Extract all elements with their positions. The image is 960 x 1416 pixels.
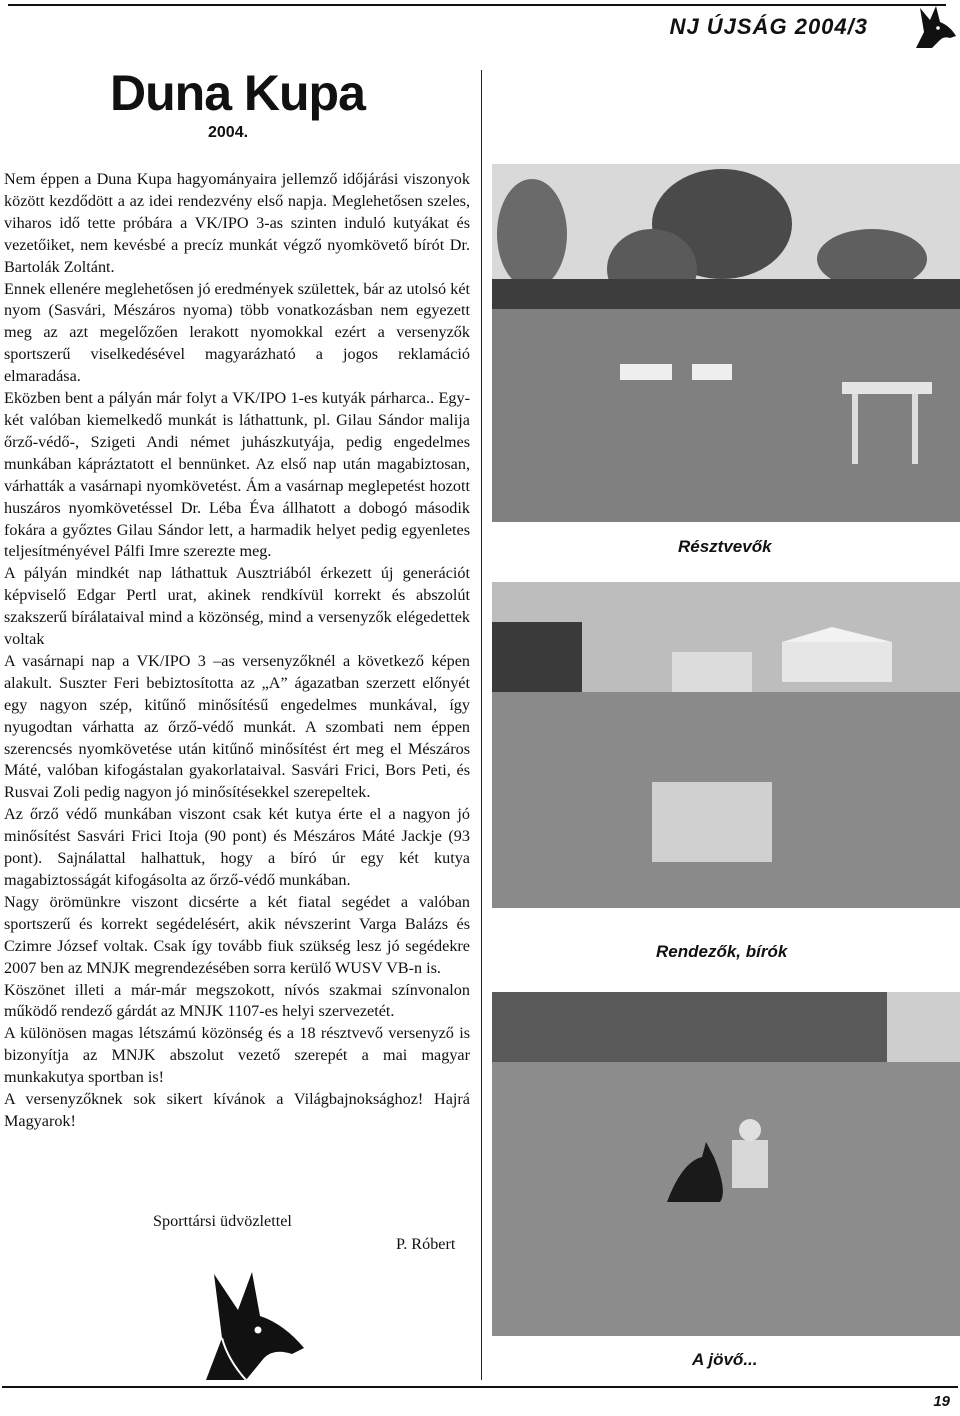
footer-rule	[2, 1386, 958, 1388]
photo-participants	[492, 164, 960, 522]
greeting: Sporttársi üdvözlettel	[153, 1212, 292, 1230]
article-paragraph: Az őrző védő munkában viszont csak két kutya érte el a nagyon jó minősítést Sasvári Frici Itoja (90 pont) és Mészáros Máté Jackje (93 pont). Sajnálattal halhattuk, hogy a bíró úr egy két kutya magabiztosságát kifogásolta az őrző-védő munkában.	[4, 805, 470, 889]
photo-caption: Résztvevők	[678, 537, 772, 556]
article-paragraph: Eközben bent a pályán már folyt a VK/IPO 1-es kutyák párharca.. Egy-két valóban kiemelkedő munkát is láthattunk, pl. Gilau Sándor malija őrző-védő-, Szigeti Andi német juhászkutyája, pedig engedelmes munkában kápráztatott el bennünket. Az első nap után magabiztosan, várhatták a vasárnapi nyomkövetést. Ám a vasárnap meglepetést hozott huszáros nyomkövetéssel Dr. Léba Éva állhatott a dobogó második fokára a győztes Gilau Sándor lett, a harmadik helyet pedig egyenletes teljesítményével Pálfi Imre szerezte meg.	[4, 389, 470, 561]
column-divider	[481, 70, 482, 1380]
article-title: Duna Kupa	[110, 65, 365, 121]
article-paragraph: Nem éppen a Duna Kupa hagyományaira jellemző időjárási viszonyok között kezdődött a az idei rendezvény első napja. Meglehetősen szeles, viharos idő tette próbára a VK/IPO 3-as szinten induló kutyákat és vezetőiket, nem kevésbé a precíz munkát végző nyomkövető bírót Dr. Bartolák Zoltánt.	[4, 170, 470, 276]
article-paragraph: A pályán mindkét nap láthattuk Ausztriából érkezett új generációt képviselő Edgar Pertl urat, akinek rendkívül korrekt és abszolút szakszerű bírálataival mind a közönség, mind a versenyzők elégedettek voltak	[4, 564, 470, 649]
article-body	[4, 169, 470, 1133]
article-paragraph: Köszönet illeti a már-már megszokott, nívós szakmai színvonalon működő rendező gárdát az MNJK 1107-es helyi szervezetét.	[4, 980, 470, 1021]
masthead: NJ ÚJSÁG 2004/3	[669, 14, 868, 39]
author: P. Róbert	[396, 1235, 456, 1253]
header-rule	[8, 4, 946, 6]
photo-caption: Rendezők, bírók	[656, 942, 788, 961]
article-paragraph: Ennek ellenére meglehetősen jó eredmények születtek, bár az utolsó két nyom (Sasvári, Mészáros nyoma) több vonatkozásban nem egyezett meg az azt megelőzően lerakott nyomokkal ezért a versenyzők sportszerű viselkedésével magyarázható a jogos reklamáció elmaradása.	[4, 279, 470, 386]
article-paragraph: A vasárnapi nap a VK/IPO 3 –as versenyzőknél a következő képen alakult. Suszter Feri bebiztosította az „A” ágazatban szerzett előnyét egy nagyon szép, kitűnő minősítésű engedelmes munkával, így nyugodtan várhatta az őrző-védő munkát. A szombati nem éppen szerencsés nyomkövetése után kitűnő minősítést ért meg el Mészáros Máté, valóban kifogástalan gyakorlataival. Sasvári Frici, Bors Peti, és Rusvai Zoli pedig nagyon jó minősítésekkel szerepeltek.	[4, 651, 470, 802]
photo-organizers-judges	[492, 582, 960, 908]
photo-the-future	[492, 992, 960, 1336]
article-paragraph: A különösen magas létszámú közönség és a 18 résztvevő versenyző is bizonyítja az MNJK abszolut vezető szerepét a mai magyar munkakutya sportban is!	[4, 1024, 470, 1087]
page-number: 19	[933, 1393, 950, 1410]
german-shepherd-head-icon	[188, 1268, 308, 1384]
photo-caption: A jövő...	[692, 1350, 758, 1369]
article-paragraph: Nagy örömünkre viszont dicsérte a két fiatal segédet a valóban sportszerű és korrekt segédelésért, akik névszerint Varga Balázs és Czimre József voltak. Csak így tovább fiuk szükség lesz jó segédekre 2007 ben az MNJK megrendezésében sorra kerülő WUSV VB-n is.	[4, 892, 470, 977]
article-paragraph: A versenyzőknek sok sikert kívánok a Világbajnoksághoz! Hajrá Magyarok!	[4, 1090, 470, 1130]
german-shepherd-head-icon	[910, 2, 958, 52]
article-year: 2004.	[208, 124, 249, 141]
